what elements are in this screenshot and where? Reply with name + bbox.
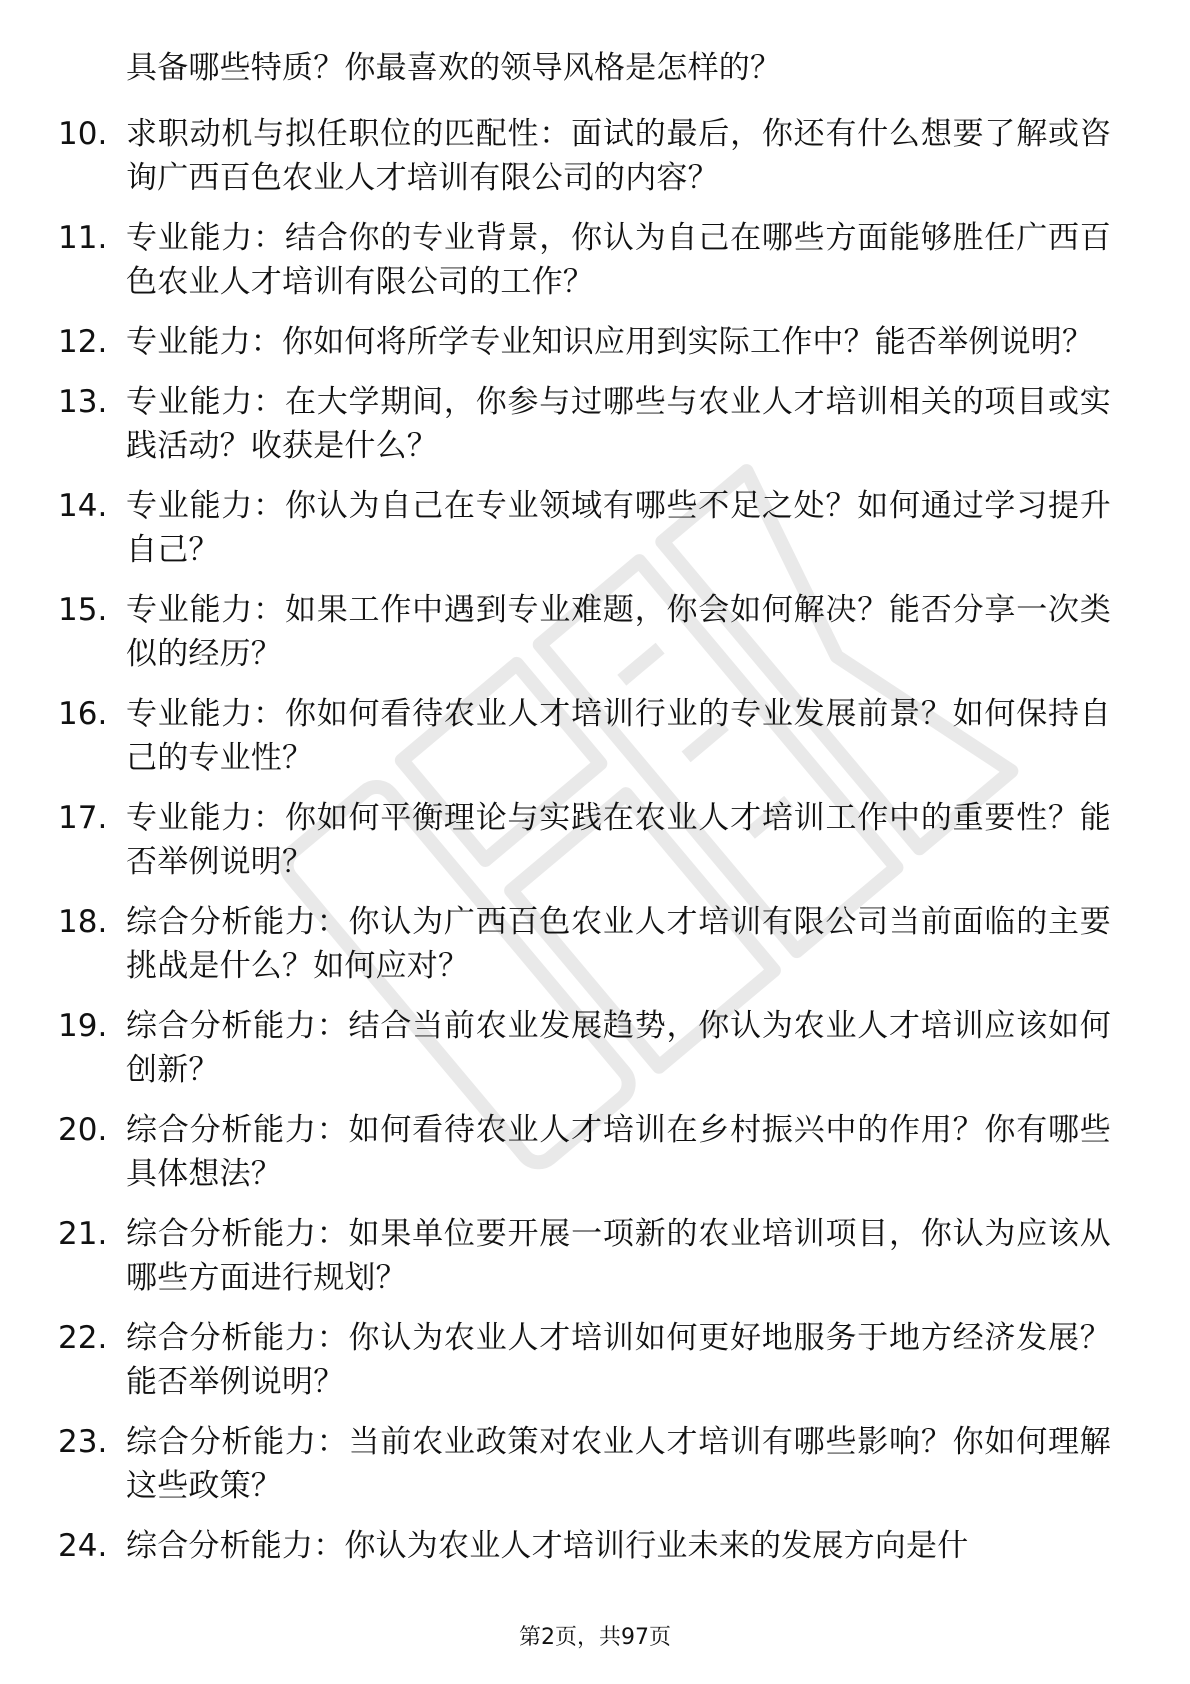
question-item-21 <box>0 1212 1190 1300</box>
question-text: 综合分析能力：如何看待农业人才培训在乡村振兴中的作用？你有哪些具体想法？ <box>126 1112 1111 1192</box>
question-item-18 <box>0 900 1190 988</box>
question-list <box>0 46 1190 1584</box>
question-text: 专业能力：你如何平衡理论与实践在农业人才培训工作中的重要性？能否举例说明？ <box>126 800 1111 880</box>
question-item-12 <box>0 320 1190 364</box>
question-item-22 <box>0 1316 1190 1404</box>
question-text: 专业能力：你如何将所学专业知识应用到实际工作中？能否举例说明？ <box>126 324 1094 360</box>
question-number: 10. <box>58 116 108 152</box>
question-text: 综合分析能力：你认为农业人才培训如何更好地服务于地方经济发展？能否举例说明？ <box>126 1320 1111 1400</box>
question-text: 综合分析能力：你认为农业人才培训行业未来的发展方向是什 <box>126 1528 969 1564</box>
question-text: 求职动机与拟任职位的匹配性：面试的最后，你还有什么想要了解或咨询广西百色农业人才培训有限公司的内容？ <box>126 116 1111 196</box>
question-item-14 <box>0 484 1190 572</box>
question-number: 22. <box>58 1320 108 1356</box>
question-number: 24. <box>58 1528 108 1564</box>
question-text: 专业能力：在大学期间，你参与过哪些与农业人才培训相关的项目或实践活动？收获是什么？ <box>126 384 1111 464</box>
question-item-15 <box>0 588 1190 676</box>
question-item-19 <box>0 1004 1190 1092</box>
question-number: 20. <box>58 1112 108 1148</box>
question-text: 综合分析能力：当前农业政策对农业人才培训有哪些影响？你如何理解这些政策？ <box>126 1424 1111 1504</box>
question-text: 综合分析能力：你认为广西百色农业人才培训有限公司当前面临的主要挑战是什么？如何应对？ <box>126 904 1111 984</box>
question-item-10 <box>0 112 1190 200</box>
page-footer <box>0 1623 1190 1653</box>
question-number: 23. <box>58 1424 108 1460</box>
question-item-23 <box>0 1420 1190 1508</box>
question-number: 18. <box>58 904 108 940</box>
question-text: 具备哪些特质？你最喜欢的领导风格是怎样的？ <box>126 50 782 86</box>
question-number: 15. <box>58 592 108 628</box>
question-number: 14. <box>58 488 108 524</box>
question-item-16 <box>0 692 1190 780</box>
question-item-13 <box>0 380 1190 468</box>
question-text: 专业能力：结合你的专业背景，你认为自己在哪些方面能够胜任广西百色农业人才培训有限公司的工作？ <box>126 220 1111 300</box>
question-item-17 <box>0 796 1190 884</box>
question-text: 综合分析能力：结合当前农业发展趋势，你认为农业人才培训应该如何创新？ <box>126 1008 1111 1088</box>
question-text: 专业能力：你如何看待农业人才培训行业的专业发展前景？如何保持自己的专业性？ <box>126 696 1111 776</box>
question-number: 12. <box>58 324 108 360</box>
question-number: 13. <box>58 384 108 420</box>
question-number: 19. <box>58 1008 108 1044</box>
question-number: 11. <box>58 220 108 256</box>
page-number-label: 第2页，共97页 <box>519 1625 671 1650</box>
question-text: 专业能力：你认为自己在专业领域有哪些不足之处？如何通过学习提升自己？ <box>126 488 1111 568</box>
question-number: 21. <box>58 1216 108 1252</box>
question-text: 专业能力：如果工作中遇到专业难题，你会如何解决？能否分享一次类似的经历？ <box>126 592 1111 672</box>
question-item-continued <box>0 46 1190 90</box>
question-text: 综合分析能力：如果单位要开展一项新的农业培训项目，你认为应该从哪些方面进行规划？ <box>126 1216 1111 1296</box>
question-number: 17. <box>58 800 108 836</box>
question-number: 16. <box>58 696 108 732</box>
question-item-11 <box>0 216 1190 304</box>
question-item-24 <box>0 1524 1190 1568</box>
question-item-20 <box>0 1108 1190 1196</box>
